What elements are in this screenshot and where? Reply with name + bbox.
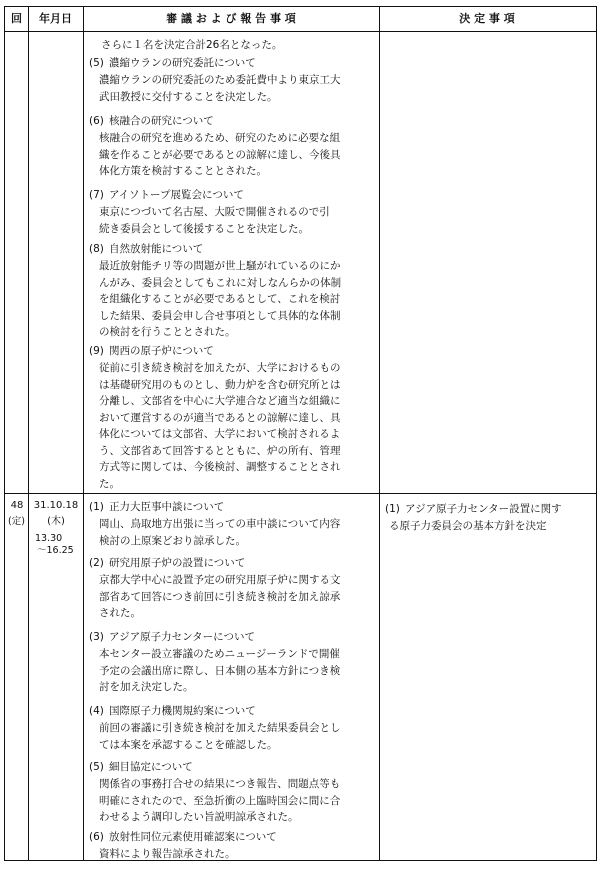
item-number: (9) <box>89 345 104 357</box>
item-number: (5) <box>89 761 104 773</box>
meeting-date: 31.10.18 <box>33 500 79 511</box>
continuation-item-9 <box>89 343 377 492</box>
item-line: 岡山、鳥取地方出張に当っての車中談について内容 <box>99 518 341 530</box>
column-divider-decisions <box>379 7 380 860</box>
continuation-item-7 <box>89 187 377 237</box>
item-line: 本センター設立審議のためニュージーランドで開催 <box>99 648 340 660</box>
decision-number: (1) <box>385 503 400 515</box>
session-type: (定) <box>8 516 25 527</box>
item-title: 濃縮ウランの研究委託について <box>109 57 256 69</box>
item-title: 細目協定について <box>109 761 193 773</box>
item-line: 明確にされたので、至急折衝の上臨時国会に間に合 <box>99 794 341 807</box>
meeting-time-start: 13.30 <box>35 533 63 544</box>
continuation-item-5 <box>89 55 377 105</box>
item-number: (3) <box>89 631 104 643</box>
item-number: (2) <box>89 557 104 569</box>
item-line: 従前に引き続き検討を加えたが、大学におけるもの <box>99 362 341 374</box>
item-line: た。 <box>99 477 120 490</box>
item-title: アイソトープ展覧会について <box>109 189 244 201</box>
item-line: う、文部省あて回答するとともに、炉の所有、管理 <box>99 444 341 457</box>
item-line: 核融合の研究を進めるため、研究のために必要な組 <box>99 132 341 144</box>
item-line: 続き委員会として後援することを決定した。 <box>99 222 309 235</box>
item-line: 体化方策を検討することとされた。 <box>99 165 267 177</box>
item-line: 資料により報告諒承された。 <box>99 848 236 860</box>
meeting-item-5 <box>89 759 377 826</box>
item-line: を組織化することが必要であるとして、これを検討 <box>99 293 341 305</box>
item-line: おいて運営するのが適当であるとの諒解に達し、具 <box>99 411 341 424</box>
item-line: んがみ、委員会としてもこれに対しなんらかの体制 <box>99 276 342 289</box>
item-line: は基礎研究用のものとし、動力炉を含む研究所とは <box>99 378 341 391</box>
meeting-item-2 <box>89 555 377 622</box>
item-title: 国際原子力機関規約案について <box>109 705 256 717</box>
meeting-time-end: ～16.25 <box>37 545 74 556</box>
item-number: (4) <box>89 705 104 717</box>
meeting-item-3 <box>89 629 377 696</box>
item-line: わせるよう調印したい旨説明諒承された。 <box>99 811 299 823</box>
item-line: 討を加え決定した。 <box>99 681 194 693</box>
item-line: 東京につづいて名古屋、大阪で開催されるので引 <box>99 206 330 218</box>
decision-line: る原子力委員会の基本方針を決定 <box>389 519 547 532</box>
item-title: 核融合の研究について <box>109 115 214 127</box>
meeting-48-decisions <box>385 501 593 534</box>
meeting-48-deliberations <box>89 499 377 859</box>
item-line: 予定の会議出席に際し、日本側の基本方針につき検 <box>99 664 341 677</box>
item-title: 自然放射能について <box>109 243 204 255</box>
item-title: 関西の原子炉について <box>109 345 214 357</box>
item-line: 検討の上原案どおり諒承した。 <box>99 534 246 547</box>
header-decisions: 決 定 事 項 <box>459 12 515 25</box>
meeting-item-4 <box>89 703 377 753</box>
row-divider <box>5 493 596 494</box>
item-title: アジア原子力センターについて <box>109 631 255 643</box>
continuation-item-6 <box>89 113 377 180</box>
item-line: 方式等に関しては、今後検討、調整することとされ <box>99 461 341 473</box>
lead-line: さらに１名を決定合計26名となった。 <box>101 39 283 51</box>
item-line: 濃縮ウランの研究委託のため委託費中より東京工大 <box>99 74 341 86</box>
item-line: ては本案を承認することを確認した。 <box>99 738 278 751</box>
item-title: 放射性同位元素使用確認案について <box>109 831 277 843</box>
session-number: 48 <box>10 500 24 511</box>
item-number: (6) <box>89 115 104 127</box>
record-table <box>4 6 597 861</box>
header-session: 回 <box>11 12 22 25</box>
header-deliberations: 審 議 お よ び 報 告 事 項 <box>166 12 296 25</box>
item-number: (1) <box>89 501 104 513</box>
decision-line: アジア原子力センター設置に関す <box>405 503 562 515</box>
item-number: (5) <box>89 57 104 69</box>
item-line: 前回の審議に引き続き検討を加えた結果委員会とし <box>99 722 341 734</box>
column-divider-date <box>83 7 84 860</box>
item-title: 正力大臣事中談について <box>109 501 225 513</box>
item-line: 京都大学中心に設置予定の研究用原子炉に関する文 <box>99 574 341 586</box>
column-divider-session <box>28 7 29 860</box>
item-line: された。 <box>99 607 141 619</box>
meeting-weekday: (木) <box>47 516 65 527</box>
item-line: 部省あて回答につき前回に引き続き検討を加え諒承 <box>99 590 341 603</box>
item-number: (8) <box>89 243 104 255</box>
item-line: 分離し、文部省を中心に大学連合など適当な組織に <box>99 395 341 407</box>
item-number: (7) <box>89 189 104 201</box>
item-line: 武田教授に交付することを決定した。 <box>99 90 278 103</box>
item-line: 体化については文部省、大学において検討されるよ <box>99 428 341 440</box>
item-title: 研究用原子炉の設置について <box>109 557 246 569</box>
item-line: 織を作ることが必要であるとの諒解に達し、今後具 <box>99 148 341 161</box>
header-divider <box>5 31 596 32</box>
meeting-item-1 <box>89 499 377 549</box>
item-line: 最近放射能チリ等の問題が世上騒がれているのにか <box>99 260 341 272</box>
continuation-item-8 <box>89 241 377 341</box>
item-number: (6) <box>89 831 104 843</box>
continuation-cell <box>89 37 377 491</box>
item-line: した結果、委員会申し合せ事項として具体的な体制 <box>99 309 341 322</box>
meeting-item-6 <box>89 829 377 863</box>
item-line: の検討を行うこととされた。 <box>99 326 236 338</box>
header-date: 年月日 <box>39 12 72 25</box>
item-line: 関係省の事務打合せの結果につき報告、問題点等も <box>99 778 341 790</box>
